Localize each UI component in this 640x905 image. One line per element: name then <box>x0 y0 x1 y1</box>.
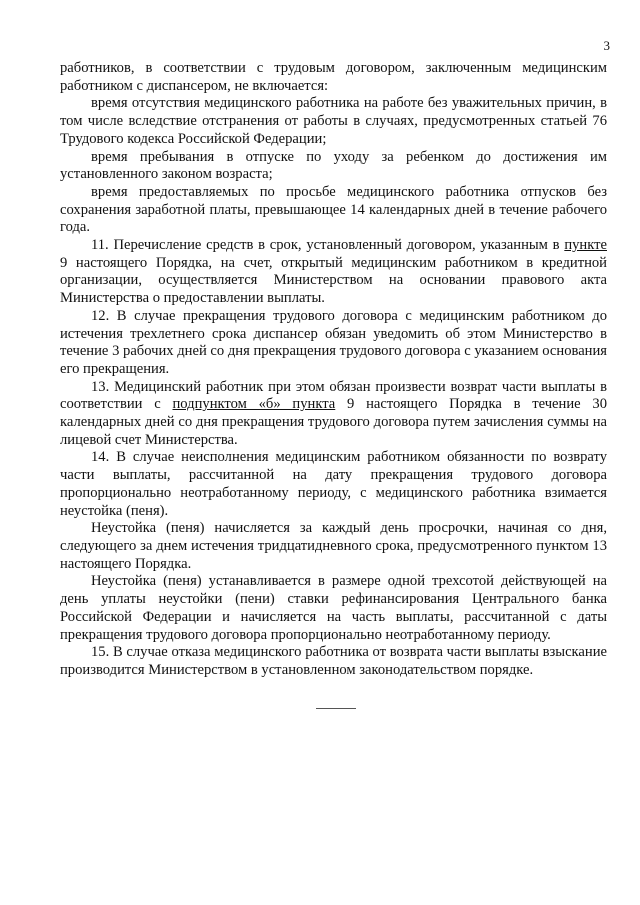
document-body <box>60 60 607 680</box>
paragraph-exclusion-unpaid-leave: время предоставляемых по просьбе медицинского работника отпусков без сохранения заработной платы, превышающее 14 календарных дней в течение рабочего года. <box>60 183 607 236</box>
paragraph-penalty-rate: Неустойка (пеня) устанавливается в размере одной трехсотой действующей на день уплаты неустойки (пени) ставки рефинансирования Центрального банка Российской Федерации и начисляется на часть выплаты, рассчитанной с даты прекращения трудового договора пропорционально неотработанному периоду. <box>60 573 607 643</box>
paragraph-13 <box>60 379 607 450</box>
link-punkt-9[interactable]: пункте <box>564 237 607 254</box>
page-number: 3 <box>603 38 610 53</box>
paragraph-15: 15. В случае отказа медицинского работника от возврата части выплаты взыскание производится Министерством в установленном законодательством порядке. <box>60 644 607 678</box>
paragraph-11-text-end: 9 настоящего Порядка, на счет, открытый медицинским работником в кредитной организации, осуществляется Министерством на основании правового акта Министерства о предоставлении выплаты. <box>60 254 607 307</box>
paragraph-11 <box>60 237 607 308</box>
end-divider <box>316 708 356 709</box>
paragraph-13-text-start: 13. Медицинский работник при этом обязан произвести возврат части выплаты в соответствии с <box>60 378 607 413</box>
paragraph-penalty-accrual: Неустойка (пеня) начисляется за каждый день просрочки, начиная со дня, следующего за днем истечения тридцатидневного срока, предусмотренного пунктом 13 настоящего Порядка. <box>60 520 607 572</box>
paragraph-exclusion-childcare-leave: время пребывания в отпуске по уходу за ребенком до достижения им установленного законом возраста; <box>60 148 607 183</box>
paragraph-14: 14. В случае неисполнения медицинским работником обязанности по возврату части выплаты, рассчитанной на дату прекращения трудового договора пропорционально неотработанному периоду, с медицинского работника взимается неустойка (пеня). <box>60 449 607 519</box>
paragraph-exclusion-absence: время отсутствия медицинского работника на работе без уважительных причин, в том числе вследствие отстранения от работы в случаях, предусмотренных статьей 76 Трудового кодекса Российской Федерации; <box>60 95 607 147</box>
paragraph-11-text-start: 11. Перечисление средств в срок, установленный договором, указанным в <box>91 237 565 254</box>
link-podpunkt-b-punkta-9[interactable]: подпунктом «б» пункта <box>172 396 336 413</box>
paragraph-13-text-end: 9 настоящего Порядка в течение 30 календарных дней со дня прекращения трудового договора путем зачисления суммы на лицевой счет Министерства. <box>60 396 607 448</box>
paragraph-continuation: работников, в соответствии с трудовым договором, заключенным медицинским работником с диспансером, не включается: <box>60 60 607 94</box>
paragraph-12: 12. В случае прекращения трудового договора с медицинским работником до истечения трехлетнего срока диспансер обязан уведомить об этом Министерство в течение 3 рабочих дней со дня прекращения трудового договора с указанием основания его прекращения. <box>60 307 607 377</box>
